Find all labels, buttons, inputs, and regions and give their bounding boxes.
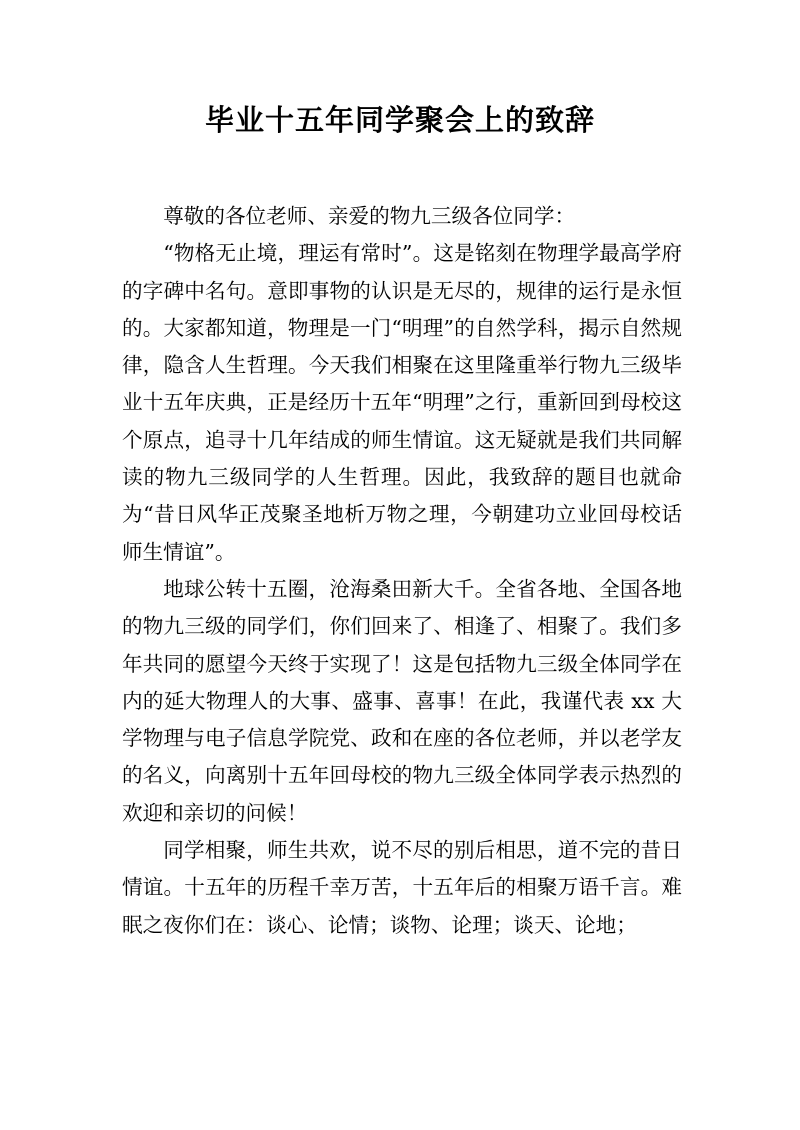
- paragraph-2: 地球公转十五圈，沧海桑田新大千。全省各地、全国各地的物九三级的同学们，你们回来了、相逢了、相聚了。我们多年共同的愿望今天终于实现了！这是包括物九三级全体同学在内的延大物理人的大事、盛事、喜事！在此，我谨代表 xx 大学物理与电子信息学院党、政和在座的各位老师，并以老学友的名义，向离别十五年回母校的物九三级全体同学表示热烈的欢迎和亲切的问候！: [122, 576, 682, 825]
- document-title: 毕业十五年同学聚会上的致辞: [204, 103, 595, 137]
- paragraph-3: 同学相聚，师生共欢，说不尽的别后相思，道不完的昔日情谊。十五年的历程千幸万苦，十五年后的相聚万语千言。难眠之夜你们在：谈心、论情；谈物、论理；谈天、论地；: [122, 838, 682, 937]
- document-body: [122, 198, 682, 944]
- paragraph-salutation: 尊敬的各位老师、亲爱的物九三级各位同学：: [163, 204, 576, 228]
- paragraph-1: “物格无止境，理运有常时”。这是铭刻在物理学最高学府的字碑中名句。意即事物的认识是无尽的，规律的运行是永恒的。大家都知道，物理是一门“明理”的自然学科，揭示自然规律，隐含人生哲理。今天我们相聚在这里隆重举行物九三级毕业十五年庆典，正是经历十五年“明理”之行，重新回到母校这个原点，追寻十几年结成的师生情谊。这无疑就是我们共同解读的物九三级同学的人生哲理。因此，我致辞的题目也就命为“昔日风华正茂聚圣地析万物之理，今朝建功立业回母校话师生情谊”。: [122, 241, 682, 564]
